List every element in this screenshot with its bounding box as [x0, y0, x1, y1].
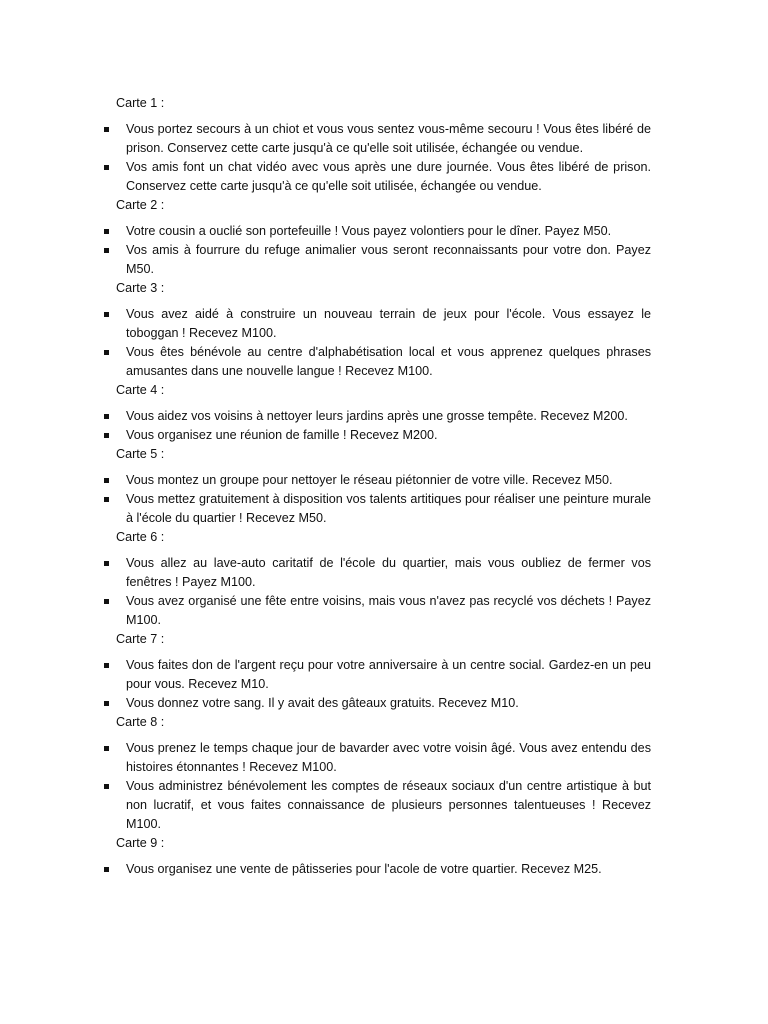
card-section: [104, 713, 651, 834]
list-item: [104, 241, 651, 279]
square-bullet-icon: [104, 867, 109, 872]
list-item: [104, 490, 651, 528]
list-item-text: Vous avez aidé à construire un nouveau terrain de jeux pour l'école. Vous essayez le toboggan ! Recevez M100.: [126, 307, 651, 340]
card-section: [104, 445, 651, 528]
square-bullet-icon: [104, 312, 109, 317]
list-item-text: Vous aidez vos voisins à nettoyer leurs jardins après une grosse tempête. Recevez M200.: [126, 409, 628, 423]
list-item-text: Vous êtes bénévole au centre d'alphabétisation local et vous apprenez quelques phrases amusantes dans une nouvelle langue ! Recevez M100.: [126, 345, 651, 378]
list-item-text: Vous portez secours à un chiot et vous vous sentez vous-même secouru ! Vous êtes libéré de prison. Conservez cette carte jusqu'à ce qu'elle soit utilisée, échangée ou vendue.: [126, 122, 651, 155]
square-bullet-icon: [104, 478, 109, 483]
card-section: [104, 528, 651, 630]
card-heading: Carte 3 :: [116, 281, 165, 295]
card-bullet-list: [104, 860, 651, 879]
list-item-text: Vous montez un groupe pour nettoyer le réseau piétonnier de votre ville. Recevez M50.: [126, 473, 613, 487]
list-item-text: Vos amis font un chat vidéo avec vous après une dure journée. Vous êtes libéré de prison. Conservez cette carte jusqu'à ce qu'elle soit utilisée, échangée ou vendue.: [126, 160, 651, 193]
square-bullet-icon: [104, 663, 109, 668]
card-section: [104, 381, 651, 445]
list-item: [104, 305, 651, 343]
square-bullet-icon: [104, 248, 109, 253]
card-bullet-list: [104, 656, 651, 713]
list-item: [104, 592, 651, 630]
square-bullet-icon: [104, 599, 109, 604]
list-item-text: Votre cousin a ouclié son portefeuille ! Vous payez volontiers pour le dîner. Payez M50.: [126, 224, 612, 238]
list-item: [104, 471, 651, 490]
list-item: [104, 158, 651, 196]
card-bullet-list: [104, 222, 651, 279]
square-bullet-icon: [104, 746, 109, 751]
list-item: [104, 739, 651, 777]
list-item: [104, 222, 651, 241]
square-bullet-icon: [104, 414, 109, 419]
card-heading: Carte 6 :: [116, 530, 165, 544]
square-bullet-icon: [104, 127, 109, 132]
list-item: [104, 860, 651, 879]
card-bullet-list: [104, 120, 651, 196]
list-item-text: Vos amis à fourrure du refuge animalier vous seront reconnaissants pour votre don. Payez M50.: [126, 243, 651, 276]
card-heading: Carte 2 :: [116, 198, 165, 212]
list-item-text: Vous administrez bénévolement les comptes de réseaux sociaux d'un centre artistique à but non lucratif, et vous faites connaissance de plusieurs personnes talentueuses ! Recevez M100.: [126, 779, 651, 831]
card-section: [104, 834, 651, 879]
list-item-text: Vous allez au lave-auto caritatif de l'école du quartier, mais vous oubliez de fermer vos fenêtres ! Payez M100.: [126, 556, 651, 589]
card-section: [104, 279, 651, 381]
card-heading: Carte 8 :: [116, 715, 165, 729]
list-item-text: Vous donnez votre sang. Il y avait des gâteaux gratuits. Recevez M10.: [126, 696, 519, 710]
square-bullet-icon: [104, 784, 109, 789]
list-item: [104, 694, 651, 713]
card-sections: [104, 94, 651, 879]
square-bullet-icon: [104, 433, 109, 438]
square-bullet-icon: [104, 497, 109, 502]
card-bullet-list: [104, 407, 651, 445]
list-item-text: Vous prenez le temps chaque jour de bavarder avec votre voisin âgé. Vous avez entendu des histoires étonnantes ! Recevez M100.: [126, 741, 651, 774]
list-item: [104, 120, 651, 158]
card-heading: Carte 4 :: [116, 383, 165, 397]
card-heading: Carte 9 :: [116, 836, 165, 850]
list-item-text: Vous faites don de l'argent reçu pour votre anniversaire à un centre social. Gardez-en un peu pour vous. Recevez M10.: [126, 658, 651, 691]
list-item: [104, 554, 651, 592]
list-item: [104, 656, 651, 694]
card-section: [104, 630, 651, 713]
card-section: [104, 94, 651, 196]
list-item-text: Vous organisez une vente de pâtisseries pour l'acole de votre quartier. Recevez M25.: [126, 862, 602, 876]
list-item-text: Vous mettez gratuitement à disposition vos talents artitiques pour réaliser une peinture murale à l'école du quartier ! Recevez M50.: [126, 492, 651, 525]
card-heading: Carte 1 :: [116, 96, 165, 110]
list-item: [104, 777, 651, 834]
list-item: [104, 343, 651, 381]
card-heading: Carte 5 :: [116, 447, 165, 461]
list-item-text: Vous avez organisé une fête entre voisins, mais vous n'avez pas recyclé vos déchets ! Payez M100.: [126, 594, 651, 627]
square-bullet-icon: [104, 701, 109, 706]
card-bullet-list: [104, 305, 651, 381]
square-bullet-icon: [104, 229, 109, 234]
list-item-text: Vous organisez une réunion de famille ! Recevez M200.: [126, 428, 438, 442]
card-heading: Carte 7 :: [116, 632, 165, 646]
card-bullet-list: [104, 471, 651, 528]
square-bullet-icon: [104, 561, 109, 566]
card-bullet-list: [104, 554, 651, 630]
list-item: [104, 407, 651, 426]
square-bullet-icon: [104, 165, 109, 170]
card-section: [104, 196, 651, 279]
list-item: [104, 426, 651, 445]
card-bullet-list: [104, 739, 651, 834]
square-bullet-icon: [104, 350, 109, 355]
